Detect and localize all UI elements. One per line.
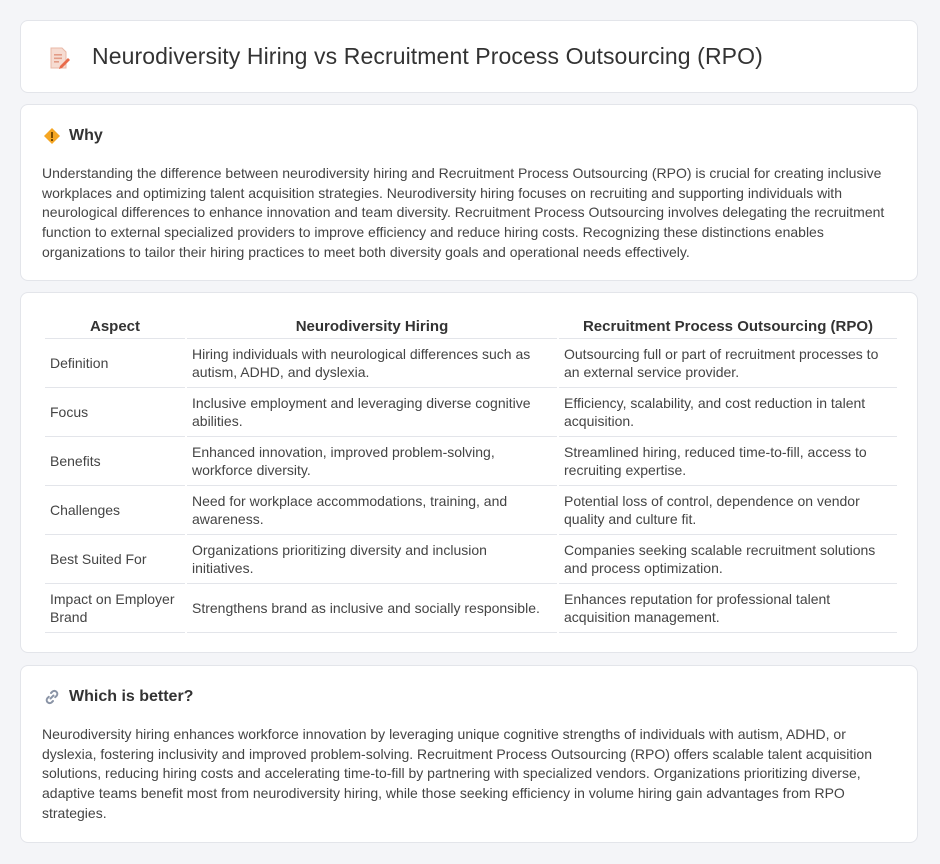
comparison-table [43, 315, 899, 633]
neurodiversity-cell: Need for workplace accommodations, training, and awareness. [187, 486, 557, 535]
document-pencil-icon [47, 46, 71, 70]
aspect-cell: Best Suited For [45, 535, 185, 584]
table-row [45, 584, 897, 633]
table-header-row [45, 315, 897, 339]
rpo-cell: Efficiency, scalability, and cost reduction in talent acquisition. [559, 388, 897, 437]
why-title: Why [69, 127, 103, 144]
neurodiversity-cell: Organizations prioritizing diversity and inclusion initiatives. [187, 535, 557, 584]
rpo-cell: Companies seeking scalable recruitment solutions and process optimization. [559, 535, 897, 584]
header-card [20, 20, 918, 93]
table-row [45, 535, 897, 584]
which-better-title: Which is better? [69, 688, 194, 705]
neurodiversity-cell: Hiring individuals with neurological differences such as autism, ADHD, and dyslexia. [187, 339, 557, 388]
header-neurodiversity: Neurodiversity Hiring [187, 315, 557, 339]
diamond-warning-icon [43, 127, 61, 145]
aspect-cell: Benefits [45, 437, 185, 486]
rpo-cell: Potential loss of control, dependence on vendor quality and culture fit. [559, 486, 897, 535]
neurodiversity-cell: Inclusive employment and leveraging diverse cognitive abilities. [187, 388, 557, 437]
which-better-section [20, 665, 918, 843]
aspect-cell: Focus [45, 388, 185, 437]
which-better-text: Neurodiversity hiring enhances workforce innovation by leveraging unique cognitive strengths of individuals with autism, ADHD, or dyslexia, fostering inclusivity and improved problem-solving. Recruitment Process Outsourcing (RPO) offers scalable talent acquisition solutions, reducing hiring costs and accelerating time-to-fill by partnering with specialized vendors. Organizations prioritizing diverse, adaptive teams benefit most from neurodiversity hiring, while those seeking efficiency in volume hiring gain advantages from RPO strategies. [42, 726, 872, 821]
table-row [45, 388, 897, 437]
rpo-cell: Outsourcing full or part of recruitment processes to an external service provider. [559, 339, 897, 388]
header-aspect: Aspect [45, 315, 185, 339]
page-title: Neurodiversity Hiring vs Recruitment Process Outsourcing (RPO) [92, 43, 763, 69]
table-row [45, 437, 897, 486]
table-row [45, 339, 897, 388]
why-section [20, 104, 918, 281]
aspect-cell: Challenges [45, 486, 185, 535]
why-heading [43, 127, 103, 145]
neurodiversity-cell: Enhanced innovation, improved problem-solving, workforce diversity. [187, 437, 557, 486]
rpo-cell: Enhances reputation for professional talent acquisition management. [559, 584, 897, 633]
rpo-cell: Streamlined hiring, reduced time-to-fill, access to recruiting expertise. [559, 437, 897, 486]
comparison-card [20, 292, 918, 653]
aspect-cell: Impact on Employer Brand [45, 584, 185, 633]
table-row [45, 486, 897, 535]
why-text: Understanding the difference between neurodiversity hiring and Recruitment Process Outsourcing (RPO) is crucial for creating inclusive workplaces and optimizing talent acquisition strategies. Neurodiversity hiring focuses on recruiting and supporting individuals with neurological differences to enhance innovation and team diversity. Recruitment Process Outsourcing involves delegating the recruitment function to external specialized providers to improve efficiency and reduce hiring costs. Recognizing these distinctions enables organizations to tailor their hiring practices to meet both diversity goals and operational needs effectively. [42, 165, 885, 260]
which-better-heading [43, 688, 193, 706]
neurodiversity-cell: Strengthens brand as inclusive and socially responsible. [187, 584, 557, 633]
aspect-cell: Definition [45, 339, 185, 388]
link-icon [43, 688, 61, 706]
header-rpo: Recruitment Process Outsourcing (RPO) [559, 315, 897, 339]
